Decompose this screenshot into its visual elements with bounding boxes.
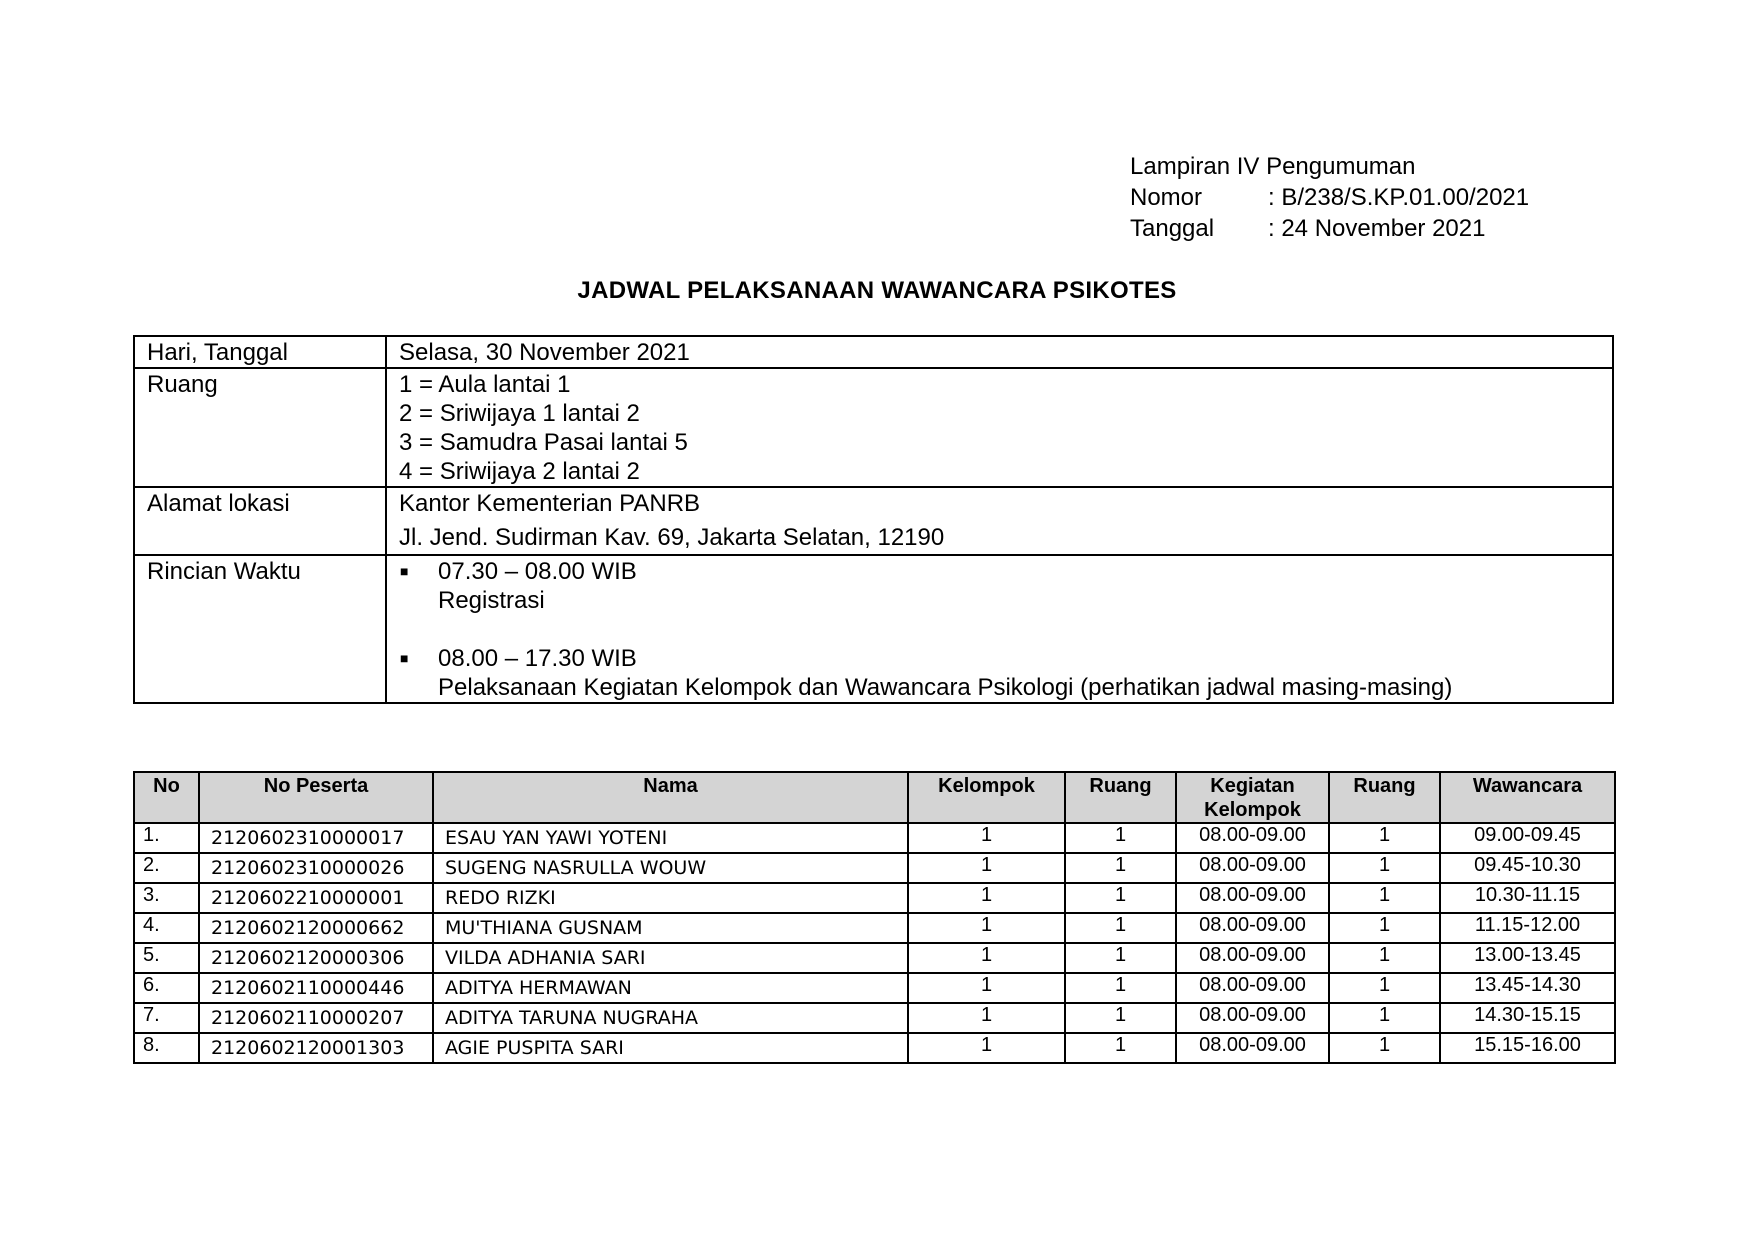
col-header-room: Ruang: [1065, 772, 1176, 823]
cell-group-activity: 08.00-09.00: [1176, 823, 1329, 853]
time-range: 07.30 – 08.00 WIB: [438, 558, 637, 585]
table-row: [134, 853, 1615, 883]
cell-interview-time: 14.30-15.15: [1440, 1003, 1615, 1033]
table-row: [134, 1003, 1615, 1033]
col-header-interview-room: Ruang: [1329, 772, 1440, 823]
cell-group-activity: 08.00-09.00: [1176, 883, 1329, 913]
table-row: [134, 973, 1615, 1003]
number-value: : B/238/S.KP.01.00/2021: [1268, 184, 1530, 211]
cell-name: VILDA ADHANIA SARI: [433, 943, 908, 973]
date-line: [1130, 213, 1529, 244]
cell-group: 1: [908, 913, 1065, 943]
cell-participant-no: 2120602210000001: [199, 883, 433, 913]
cell-no: 2.: [134, 853, 199, 883]
cell-room: 1: [1065, 1033, 1176, 1063]
cell-group: 1: [908, 823, 1065, 853]
cell-group-activity: 08.00-09.00: [1176, 913, 1329, 943]
schedule-header-row: [134, 772, 1615, 823]
cell-room: 1: [1065, 913, 1176, 943]
cell-interview-time: 13.00-13.45: [1440, 943, 1615, 973]
cell-interview-time: 13.45-14.30: [1440, 973, 1615, 1003]
info-address: [386, 487, 1613, 555]
cell-participant-no: 2120602310000026: [199, 853, 433, 883]
event-info-table: [133, 335, 1614, 704]
cell-no: 7.: [134, 1003, 199, 1033]
cell-room: 1: [1065, 853, 1176, 883]
info-row-date: [134, 336, 1613, 368]
info-row-address: [134, 487, 1613, 555]
cell-interview-time: 09.00-09.45: [1440, 823, 1615, 853]
room-item: 4 = Sriwijaya 2 lantai 2: [399, 458, 640, 485]
info-room-list: [386, 368, 1613, 487]
info-date-label: Hari, Tanggal: [134, 336, 386, 368]
cell-no: 1.: [134, 823, 199, 853]
cell-group: 1: [908, 1033, 1065, 1063]
cell-name: SUGENG NASRULLA WOUW: [433, 853, 908, 883]
address-line: Jl. Jend. Sudirman Kav. 69, Jakarta Selatan, 12190: [399, 524, 945, 551]
address-line: Kantor Kementerian PANRB: [399, 490, 701, 517]
cell-group-activity: 08.00-09.00: [1176, 1003, 1329, 1033]
cell-no: 5.: [134, 943, 199, 973]
cell-group: 1: [908, 1003, 1065, 1033]
col-header-name: Nama: [433, 772, 908, 823]
time-item: [399, 557, 1602, 615]
info-row-room: [134, 368, 1613, 487]
cell-group-activity: 08.00-09.00: [1176, 973, 1329, 1003]
cell-name: ADITYA TARUNA NUGRAHA: [433, 1003, 908, 1033]
cell-no: 3.: [134, 883, 199, 913]
cell-group: 1: [908, 883, 1065, 913]
info-date-value: Selasa, 30 November 2021: [386, 336, 1613, 368]
number-line: [1130, 182, 1529, 213]
cell-room: 1: [1065, 883, 1176, 913]
bullet-icon: ■: [400, 563, 409, 579]
time-activity: Registrasi: [438, 587, 545, 614]
attachment-line: [1130, 151, 1529, 182]
cell-interview-room: 1: [1329, 823, 1440, 853]
info-time-details: [386, 555, 1613, 703]
date-value: : 24 November 2021: [1268, 215, 1486, 242]
cell-group-activity: 08.00-09.00: [1176, 1033, 1329, 1063]
document-title: JADWAL PELAKSANAAN WAWANCARA PSIKOTES: [577, 277, 1177, 304]
cell-room: 1: [1065, 823, 1176, 853]
cell-name: REDO RIZKI: [433, 883, 908, 913]
cell-group: 1: [908, 943, 1065, 973]
cell-interview-time: 09.45-10.30: [1440, 853, 1615, 883]
info-room-label: Ruang: [134, 368, 386, 487]
number-label: Nomor: [1130, 184, 1203, 211]
info-time-label: Rincian Waktu: [134, 555, 386, 703]
cell-interview-time: 11.15-12.00: [1440, 913, 1615, 943]
cell-name: ESAU YAN YAWI YOTENI: [433, 823, 908, 853]
cell-interview-room: 1: [1329, 1033, 1440, 1063]
table-row: [134, 883, 1615, 913]
room-item: 1 = Aula lantai 1: [399, 371, 571, 398]
time-range: 08.00 – 17.30 WIB: [438, 645, 637, 672]
room-item: 3 = Samudra Pasai lantai 5: [399, 429, 688, 456]
table-row: [134, 913, 1615, 943]
cell-no: 4.: [134, 913, 199, 943]
col-header-group: Kelompok: [908, 772, 1065, 823]
time-item: [399, 644, 1602, 702]
cell-interview-time: 15.15-16.00: [1440, 1033, 1615, 1063]
attachment-title: Lampiran IV Pengumuman: [1130, 153, 1416, 180]
cell-room: 1: [1065, 1003, 1176, 1033]
cell-interview-room: 1: [1329, 883, 1440, 913]
cell-participant-no: 2120602110000207: [199, 1003, 433, 1033]
time-activity: Pelaksanaan Kegiatan Kelompok dan Wawancara Psikologi (perhatikan jadwal masing-masing): [438, 674, 1453, 701]
cell-participant-no: 2120602310000017: [199, 823, 433, 853]
col-header-participant-no: No Peserta: [199, 772, 433, 823]
cell-participant-no: 2120602120000306: [199, 943, 433, 973]
table-row: [134, 1033, 1615, 1063]
table-row: [134, 823, 1615, 853]
letterhead: [1130, 151, 1529, 244]
col-header-no: No: [134, 772, 199, 823]
cell-participant-no: 2120602120000662: [199, 913, 433, 943]
cell-name: AGIE PUSPITA SARI: [433, 1033, 908, 1063]
cell-group: 1: [908, 853, 1065, 883]
cell-participant-no: 2120602120001303: [199, 1033, 433, 1063]
schedule-table: [133, 771, 1616, 1064]
col-header-interview: Wawancara: [1440, 772, 1615, 823]
cell-name: ADITYA HERMAWAN: [433, 973, 908, 1003]
cell-interview-room: 1: [1329, 913, 1440, 943]
cell-interview-room: 1: [1329, 853, 1440, 883]
bullet-icon: ■: [400, 650, 409, 666]
date-label: Tanggal: [1130, 215, 1215, 242]
room-item: 2 = Sriwijaya 1 lantai 2: [399, 400, 640, 427]
cell-interview-room: 1: [1329, 1003, 1440, 1033]
cell-no: 6.: [134, 973, 199, 1003]
info-row-time: [134, 555, 1613, 703]
cell-group-activity: 08.00-09.00: [1176, 943, 1329, 973]
col-header-group-activity: Kegiatan Kelompok: [1176, 772, 1329, 823]
cell-group: 1: [908, 973, 1065, 1003]
cell-interview-time: 10.30-11.15: [1440, 883, 1615, 913]
cell-interview-room: 1: [1329, 973, 1440, 1003]
cell-room: 1: [1065, 973, 1176, 1003]
spacer: [399, 615, 1602, 644]
table-row: [134, 943, 1615, 973]
cell-name: MU'THIANA GUSNAM: [433, 913, 908, 943]
info-address-label: Alamat lokasi: [134, 487, 386, 555]
cell-participant-no: 2120602110000446: [199, 973, 433, 1003]
schedule-body: [134, 823, 1615, 1063]
cell-room: 1: [1065, 943, 1176, 973]
cell-interview-room: 1: [1329, 943, 1440, 973]
cell-no: 8.: [134, 1033, 199, 1063]
cell-group-activity: 08.00-09.00: [1176, 853, 1329, 883]
